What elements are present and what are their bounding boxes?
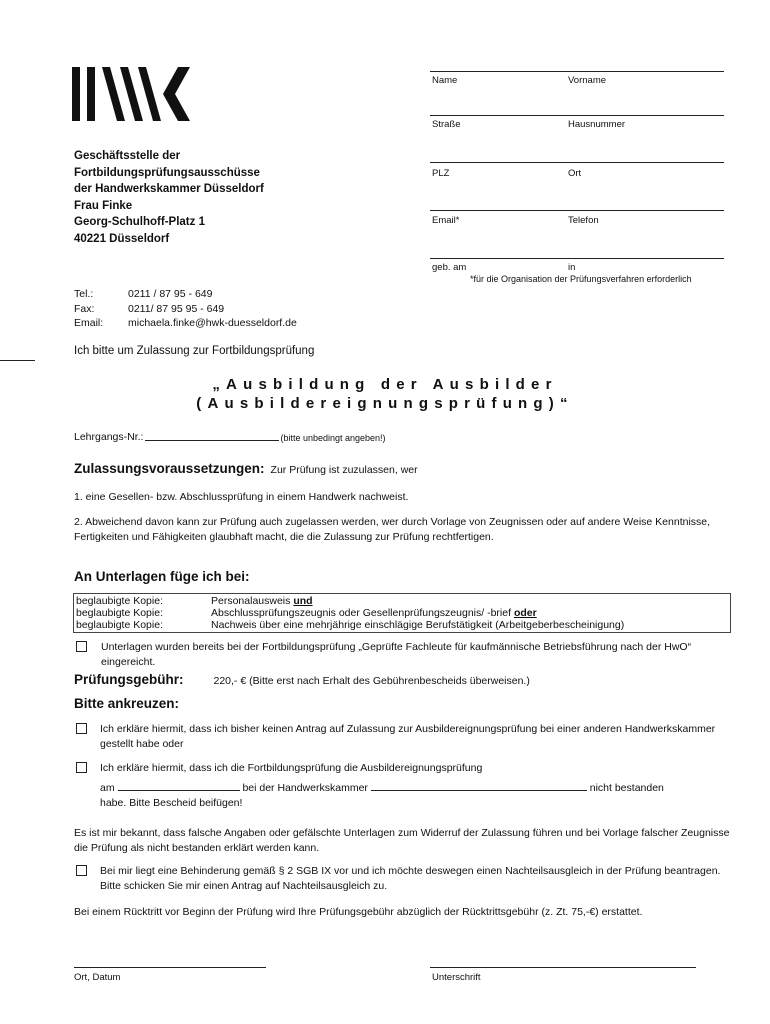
name-label: Name bbox=[432, 75, 458, 86]
title-line: (Ausbildereignungsprüfung)“ bbox=[196, 395, 574, 412]
handwerkskammer-input[interactable] bbox=[371, 781, 587, 791]
geb-am-label: geb. am bbox=[432, 262, 467, 273]
unterlagen-table bbox=[73, 593, 731, 633]
sender-line: Frau Finke bbox=[74, 199, 133, 212]
pruefung-details bbox=[100, 781, 720, 810]
geburtsort-label: in bbox=[568, 262, 576, 273]
sender-line: 40221 Düsseldorf bbox=[74, 232, 170, 245]
sender-line: der Handwerkskammer Düsseldorf bbox=[74, 183, 264, 196]
plz-field-line[interactable] bbox=[430, 162, 724, 163]
gebuehr-heading: Prüfungsgebühr: bbox=[74, 672, 184, 687]
hausnummer-label: Hausnummer bbox=[568, 119, 626, 130]
option-1-row bbox=[76, 722, 716, 751]
ankreuzen-heading: Bitte ankreuzen: bbox=[74, 696, 180, 711]
document-name: Personalausweis und bbox=[211, 595, 313, 607]
lehrgang-input[interactable] bbox=[145, 431, 279, 441]
sender-line: Georg-Schulhoff-Platz 1 bbox=[74, 216, 205, 229]
unterlagen-eingereicht-row bbox=[76, 640, 736, 669]
datum-input[interactable] bbox=[118, 781, 240, 791]
email-field-line[interactable] bbox=[430, 210, 724, 211]
unterlagen-eingereicht-text: Unterlagen wurden bereits bei der Fortbildungsprüfung „Geprüfte Fachleute für kaufmännische Betriebsführung nach der HwO“ eingereicht. bbox=[101, 641, 692, 668]
plz-label: PLZ bbox=[432, 168, 450, 179]
bescheid-text: habe. Bitte Bescheid beifügen! bbox=[100, 796, 243, 809]
gebuehr-amount: 220,- € (Bitte erst nach Erhalt des Gebührenbescheids überweisen.) bbox=[213, 675, 530, 687]
sender-line: Fortbildungsprüfungsausschüsse bbox=[74, 166, 260, 179]
kopie-label: beglaubigte Kopie: bbox=[76, 619, 163, 631]
ort-datum-label: Ort, Datum bbox=[74, 972, 121, 983]
option-2-row bbox=[76, 761, 716, 776]
hwk-logo bbox=[72, 67, 192, 121]
nicht-bestanden-label: nicht bestanden bbox=[589, 782, 664, 794]
contact-email-label: Email: bbox=[74, 317, 104, 329]
table-row bbox=[76, 619, 727, 631]
telefon-label: Telefon bbox=[568, 215, 599, 226]
lehrgang-label: Lehrgangs-Nr.: bbox=[74, 431, 144, 443]
bekannt-text: Es ist mir bekannt, dass falsche Angaben oder gefälschte Unterlagen zum Widerruf der Zulassung führen und bei Vorlage falscher Zeugnisse die Prüfung als nicht bestanden erklärt werden kann. bbox=[74, 827, 730, 854]
zulassung-item-1: 1. eine Gesellen- bzw. Abschlussprüfung in einem Handwerk nachweist. bbox=[74, 491, 409, 503]
option-2-text: Ich erkläre hiermit, dass ich die Fortbildungsprüfung die Ausbildereignungsprüfung bbox=[100, 762, 483, 774]
unterschrift-label: Unterschrift bbox=[432, 972, 481, 983]
geburt-field-line[interactable] bbox=[430, 258, 724, 259]
table-row bbox=[76, 595, 727, 607]
contact-email-value: michaela.finke@hwk-duesseldorf.de bbox=[128, 317, 297, 329]
document-name: Nachweis über eine mehrjährige einschlägige Berufstätigkeit (Arbeitgeberbescheinigung) bbox=[211, 619, 625, 631]
vorname-label: Vorname bbox=[568, 75, 607, 86]
sender-address bbox=[74, 148, 264, 248]
behinderung-row bbox=[76, 864, 726, 893]
document-name: Abschlussprüfungszeugnis oder Gesellenprüfungszeugnis/ -brief oder bbox=[211, 607, 537, 619]
ort-datum-line[interactable] bbox=[74, 967, 266, 968]
kopie-label: beglaubigte Kopie: bbox=[76, 595, 163, 607]
tel-value: 0211 / 87 95 - 649 bbox=[128, 288, 213, 300]
strasse-label: Straße bbox=[432, 119, 461, 130]
sender-line: Geschäftsstelle der bbox=[74, 150, 181, 162]
contact-block bbox=[74, 287, 297, 331]
fax-value: 0211/ 87 95 95 - 649 bbox=[128, 302, 225, 315]
table-row bbox=[76, 607, 727, 619]
document-title bbox=[0, 375, 770, 413]
zulassung-item-2: 2. Abweichend davon kann zur Prüfung auch zugelassen werden, wer durch Vorlage von Zeugnissen oder auf andere Weise Kenntnisse, Fertigkeiten und Fähigkeiten glaubhaft macht, die die Zulassung zur Prüfung rechtfertigen. bbox=[74, 516, 711, 543]
behinderung-text: Bei mir liegt eine Behinderung gemäß § 2 SGB IX vor und ich möchte deswegen einen Nachteilsausgleich in der Prüfung beantragen. Bitte schicken Sie mir einen Antrag auf Nachteilsausgleich zu. bbox=[100, 865, 721, 892]
zulassung-heading: Zulassungsvoraussetzungen: bbox=[74, 461, 265, 476]
name-field-line[interactable] bbox=[430, 71, 724, 72]
zulassung-heading-row bbox=[74, 461, 418, 476]
field-footnote: *für die Organisation der Prüfungsverfahren erforderlich bbox=[470, 274, 692, 284]
lehrgang-row bbox=[74, 431, 386, 443]
option-1-checkbox[interactable] bbox=[76, 723, 87, 734]
conjunction: oder bbox=[513, 607, 537, 619]
conjunction: und bbox=[293, 595, 313, 607]
fax-label: Fax: bbox=[74, 302, 95, 315]
strasse-field-line[interactable] bbox=[430, 115, 724, 116]
option-1-text: Ich erkläre hiermit, dass ich bisher keinen Antrag auf Zulassung zur Ausbildereignungsprüfung bei einer anderen Handwerkskammer gestellt habe oder bbox=[100, 723, 716, 750]
zulassung-tail: Zur Prüfung ist zuzulassen, wer bbox=[270, 464, 418, 476]
kopie-label: beglaubigte Kopie: bbox=[76, 607, 163, 619]
ruecktritt-text: Bei einem Rücktritt vor Beginn der Prüfung wird Ihre Prüfungsgebühr abzüglich der Rücktrittsgebühr (z. Zt. 75,-€) erstattet. bbox=[74, 906, 643, 918]
behinderung-checkbox[interactable] bbox=[76, 865, 87, 876]
fold-mark bbox=[0, 360, 35, 361]
unterschrift-line[interactable] bbox=[430, 967, 696, 968]
bei-hwk-label: bei der Handwerkskammer bbox=[242, 782, 368, 794]
email-label: Email* bbox=[432, 215, 460, 226]
am-label: am bbox=[100, 782, 115, 794]
ort-label: Ort bbox=[568, 168, 582, 179]
intro-text: Ich bitte um Zulassung zur Fortbildungsprüfung bbox=[74, 345, 315, 357]
unterlagen-eingereicht-checkbox[interactable] bbox=[76, 641, 87, 652]
tel-label: Tel.: bbox=[74, 288, 94, 300]
lehrgang-note: (bitte unbedingt angeben!) bbox=[280, 433, 386, 443]
gebuehr-row bbox=[74, 672, 530, 687]
option-2-checkbox[interactable] bbox=[76, 762, 87, 773]
unterlagen-heading: An Unterlagen füge ich bei: bbox=[74, 569, 250, 584]
title-line: „Ausbildung der Ausbilder bbox=[212, 376, 558, 393]
